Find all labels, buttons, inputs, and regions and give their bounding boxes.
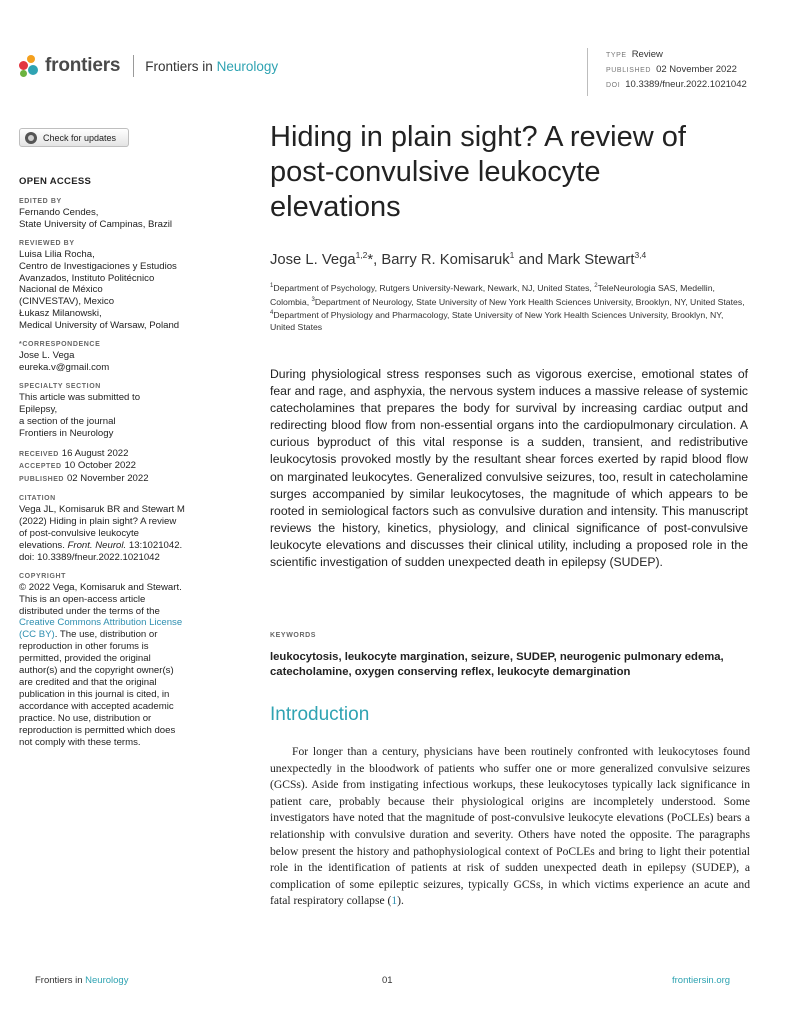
specialty-line: This article was submitted to (19, 391, 141, 403)
copyright-line: publication in this journal is cited, in (19, 688, 170, 700)
sidebar (19, 176, 224, 748)
check-for-updates-button[interactable] (19, 128, 129, 147)
accepted-date: ACCEPTED 10 October 2022 (19, 460, 136, 472)
copyright-line: not comply with these terms. (19, 736, 141, 748)
crossmark-icon (25, 132, 37, 144)
keywords-heading: KEYWORDS (270, 632, 317, 639)
reviewer-line: Łukasz Milanowski, (19, 308, 102, 320)
copyright-line: © 2022 Vega, Komisaruk and Stewart. (19, 581, 182, 593)
published-date: PUBLISHED 02 November 2022 (606, 64, 737, 75)
journal-name: Frontiers in Neurology (145, 58, 279, 74)
specialty-line: a section of the journal (19, 415, 116, 427)
reviewer-line: Luisa Lilia Rocha, (19, 248, 95, 260)
specialty-heading: SPECIALTY SECTION (19, 382, 101, 390)
check-for-updates-label: Check for updates (43, 132, 117, 143)
citation-line: elevations. Front. Neurol. 13:1021042. (19, 539, 183, 551)
frontiers-logo[interactable] (19, 54, 278, 78)
edited-by-heading: EDITED BY (19, 197, 62, 205)
copyright-line: practice. No use, distribution or (19, 712, 152, 724)
reviewer-line: Avanzados, Instituto Politécnico (19, 272, 155, 284)
doi: DOI 10.3389/fneur.2022.1021042 (606, 79, 747, 90)
frontiers-logo-icon (19, 55, 41, 77)
abstract: During physiological stress responses such as vigorous exercise, emotional states of fear and rage, and asphyxia, the nervous system induces a massive release of systemic catecholamines that prepares the body for survival by increasing cardiac output and redirecting blood flow from non-essential organs into the cardiopulmonary circulation. A curious byproduct of this vital response is a sudden, transient, and redistributive leukocytosis provoked mostly by the resultant shear forces exerted by rapid blood flow on marginated leukocytes. Generalized convulsive seizures, too, result in catecholamine surges accompanied by similar leukocytoses, the magnitude of which appears to be rooted in semiological factors such as convulsive duration and intensity. This manuscript reviews the history, kinetics, physiology, and clinical significance of post-convulsive leukocyte elevations and discusses their clinical utility, including a proposed role in the scientific investigation of sudden unexpected death in epilepsy (SUDEP). (270, 367, 748, 570)
copyright-heading: COPYRIGHT (19, 572, 67, 580)
article-type: TYPE Review (606, 49, 663, 60)
copyright-line: reproduction is permitted which does (19, 724, 176, 736)
citation-doi: doi: 10.3389/fneur.2022.1021042 (19, 551, 160, 563)
cc-by-link[interactable]: (CC BY) (19, 629, 55, 641)
reviewer-line: (CINVESTAV), Mexico (19, 296, 115, 308)
copyright-line: distributed under the terms of the (19, 605, 160, 617)
article-title (270, 120, 770, 225)
keywords: leukocytosis, leukocyte margination, seizure, SUDEP, neurogenic pulmonary edema, catecholamine, oxygen conserving reflex, leukocyte demargination (270, 651, 724, 678)
title-line: Hiding in plain sight? A review of (270, 121, 686, 153)
published-date: PUBLISHED 02 November 2022 (19, 473, 149, 485)
correspondence-heading: *CORRESPONDENCE (19, 341, 101, 349)
editor-line: State University of Campinas, Brazil (19, 218, 173, 230)
citation-line: (2022) Hiding in plain sight? A review (19, 516, 177, 528)
license-link[interactable]: Creative Commons Attribution License (19, 617, 183, 629)
title-line: elevations (270, 191, 401, 223)
publisher-name: frontiers (45, 55, 121, 76)
reference-link[interactable]: 1 (391, 894, 398, 908)
copyright-line: author(s) and the copyright owner(s) (19, 665, 174, 677)
reviewer-line: Centro de Investigaciones y Estudios (19, 260, 177, 272)
title-line: post-convulsive leukocyte (270, 156, 601, 188)
reviewer-line: Medical University of Warsaw, Poland (19, 320, 180, 332)
footer-journal: Frontiers in Neurology (35, 975, 129, 986)
license-link-line (19, 617, 224, 629)
copyright-line: This is an open-access article (19, 593, 146, 605)
logo-divider (133, 55, 134, 77)
received-date: RECEIVED 16 August 2022 (19, 447, 129, 459)
correspondent-name: Jose L. Vega (19, 350, 75, 362)
page-number: 01 (382, 975, 393, 986)
specialty-line: Epilepsy, (19, 403, 58, 415)
footer-site-link[interactable]: frontiersin.org (672, 975, 731, 986)
reviewer-line: Nacional de México (19, 284, 103, 296)
specialty-line: Frontiers in Neurology (19, 427, 114, 439)
section-heading-introduction: Introduction (270, 704, 370, 725)
author-list: Jose L. Vega$^{1,2}$*, Barry R. Komisaruk$^1$ and Mark Stewart$^{3,4}$ (270, 250, 647, 268)
reviewed-by-heading: REVIEWED BY (19, 239, 75, 247)
citation-line: Vega JL, Komisaruk BR and Stewart M (19, 504, 185, 516)
citation-heading: CITATION (19, 495, 56, 503)
correspondent-email[interactable]: eureka.v@gmail.com (19, 361, 110, 373)
copyright-line: permitted, provided the original (19, 653, 151, 665)
introduction-paragraph: For longer than a century, physicians have been routinely confronted with leukocytoses found unexpectedly in the bloodwork of patients who suffer one or more generalized convulsive seizures (GCSs). Aside from instigating infectious workups, these leukocytoses typically lack significance in patient care, probably because their physiological origins are incompletely understood. Some investigators have noted that the magnitude of post-convulsive leukocyte elevations (PoCLEs) bears a relationship with convulsive duration and severity. Others have noted the opposite. The paragraphs below present the history and pathophysiological context of PoCLEs and bring to light their potential role in the identification of patients at risk of sudden unexpected death in epilepsy (SUDEP), a complication of some epileptic seizures, typically GCSs, in which victims experience an acute and fatal respiratory collapse (1). (270, 745, 750, 908)
article-dates (19, 448, 224, 487)
editor-line: Fernando Cendes, (19, 206, 99, 218)
affiliations: $^1$Department of Psychology, Rutgers University-Newark, Newark, NJ, United States, $^2$TeleNeurologia SAS, Medellin, Colombia, $^3$Department of Neurology, State University of New York Health Sciences University, Brooklyn, NY, United States, $^4$Department of Physiology and Pharmacology, State University of New York Health Sciences University, Brooklyn, NY, United States (270, 282, 745, 333)
copyright-line: accordance with accepted academic (19, 700, 174, 712)
open-access-label: OPEN ACCESS (19, 176, 92, 187)
copyright-line: are credited and that the original (19, 677, 157, 688)
copyright-line: reproduction in other forums is (19, 641, 149, 653)
copyright-line: (CC BY). The use, distribution or (19, 629, 158, 641)
citation-line: of post-convulsive leukocyte (19, 528, 139, 540)
article-meta (587, 48, 747, 96)
